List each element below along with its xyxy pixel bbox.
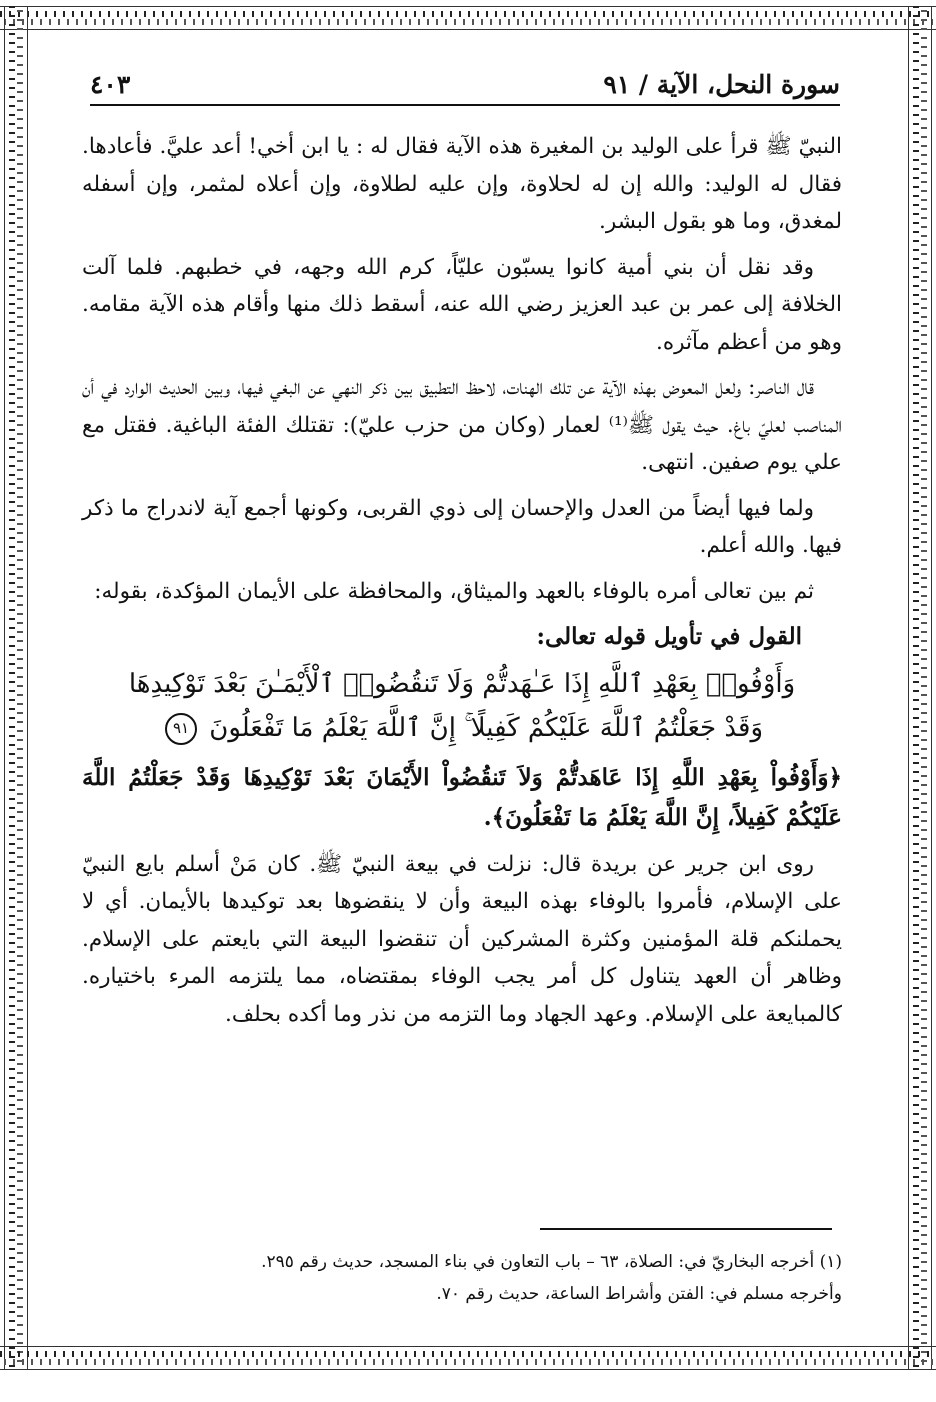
paragraph-1: النبيّ ﷺ قرأ على الوليد بن المغيرة هذه الآية فقال له : يا ابن أخي! أعد عليَّ. فأعادها. فقال له الوليد: والله إن له لحلاوة، وإن عليه لطلاوة، وإن أعلاه لمثمر، وإن أسفله لمغدق، وما هو بقول البشر.: [82, 134, 842, 234]
page-header: [90, 64, 840, 106]
footnote-1: (١) أخرجه البخاريّ في: الصلاة، ٦٣ – باب التعاون في بناء المسجد، حديث رقم ٢٩٥.: [261, 1252, 842, 1272]
paragraph-5: ثم بين تعالى أمره بالوفاء بالعهد والميثاق، والمحافظة على الأيمان المؤكدة، بقوله:: [94, 578, 814, 604]
paragraph-3: قال الناصر: ولعل المعوض بهذه الآية عن تلك الهنات، لاحظ التطبيق بين ذكر النهي عن البغي فيها، وبين الحديث الوارد في أن المناصب لعليّ باغ. حيث يقول ﷺ⁽¹⁾ لعمار (وكان من حزب عليّ): تقتلك الفئة الباغية. فقتل مع علي يوم صفين. انتهى.: [82, 375, 842, 475]
page-body: [82, 128, 842, 1041]
footnote-2: وأخرجه مسلم في: الفتن وأشراط الساعة، حديث رقم ٧٠.: [436, 1284, 842, 1304]
footnote-divider: [540, 1228, 832, 1230]
decorative-border-bottom: [0, 1346, 936, 1370]
decorative-border-top: [0, 6, 936, 30]
quran-line-1: وَأَوْفُوا۟ بِعَهْدِ ٱللَّهِ إِذَا عَـٰهَدتُّمْ وَلَا تَنقُضُوا۟ ٱلْأَيْمَـٰنَ بَعْدَ تَوْكِيدِهَا: [128, 668, 796, 699]
quran-verse-block: [82, 662, 842, 750]
paragraph-4: ولما فيها أيضاً من العدل والإحسان إلى ذوي القربى، وكونها أجمع آية لاندراج ما ذكر فيها. والله أعلم.: [82, 495, 842, 558]
page-number: ٤٠٣: [90, 69, 131, 99]
verse-commentary-quote: ﴿وَأَوْفُواْ بِعَهْدِ اللَّهِ إِذَا عَاهَدتُّمْ وَلاَ تَنقُضُواْ الأَيْمَانَ بَعْدَ تَوْكِيدِهَا وَقَدْ جَعَلْتُمُ اللَّهَ عَلَيْكُمْ كَفِيلاً، إِنَّ اللَّهَ يَعْلَمُ مَا تَفْعَلُونَ﴾.: [82, 763, 842, 831]
decorative-border-right: [908, 6, 932, 1370]
quran-line-2: [82, 706, 842, 750]
quran-line-2-text: وَقَدْ جَعَلْتُمُ ٱللَّهَ عَلَيْكُمْ كَفِيلًا ۚ إِنَّ ٱللَّهَ يَعْلَمُ مَا تَفْعَلُونَ: [209, 712, 763, 743]
footnotes: [90, 1246, 842, 1310]
section-heading: القول في تأويل قوله تعالى:: [536, 623, 802, 650]
paragraph-6: روى ابن جرير عن بريدة قال: نزلت في بيعة النبيّ ﷺ. كان مَنْ أسلم بايع النبيّ على الإسلام، فأمروا بالوفاء بهذه البيعة وأن لا ينقضوها بعد توكيدها بالأيمان. أي لا يحملنكم قلة المؤمنين وكثرة المشركين أن تنقضوا البيعة التي بايعتم على الإسلام. وظاهر أن العهد يتناول كل أمر يجب الوفاء بمقتضاه، مما يلتزمه المرء باختياره. كالمبايعة على الإسلام. وعهد الجهاد وما التزمه من نذر وما أكده بحلف.: [82, 851, 842, 1027]
chapter-title: سورة النحل، الآية / ٩١: [603, 69, 840, 99]
decorative-border-left: [4, 6, 28, 1370]
paragraph-2: وقد نقل أن بني أمية كانوا يسبّون عليّاً، كرم الله وجهه، في خطبهم. فلما آلت الخلافة إلى عمر بن عبد العزيز رضي الله عنه، أسقط ذلك منها وأقام هذه الآية مقامه. وهو من أعظم مآثره.: [82, 254, 842, 355]
verse-number-marker: ٩١: [165, 713, 197, 745]
